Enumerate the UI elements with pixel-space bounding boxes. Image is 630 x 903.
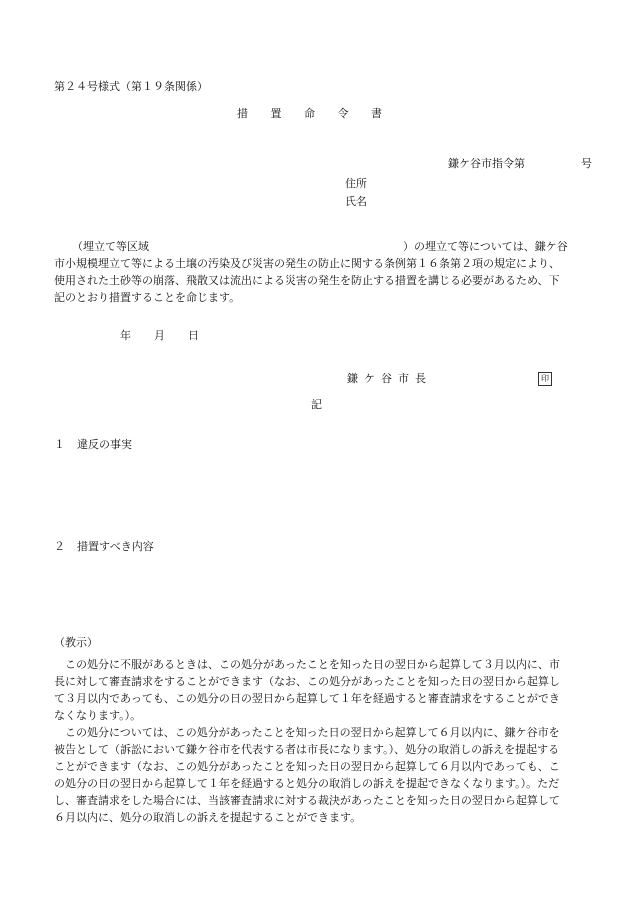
mayor-signature (347, 372, 432, 386)
order-number (448, 157, 592, 171)
issue-date (120, 329, 222, 343)
body-line-1 (54, 238, 580, 255)
title-char: 書 (371, 107, 382, 120)
seal-mark: 印 (538, 372, 552, 386)
section-label: 違反の事実 (77, 438, 132, 451)
mayor-char: ケ (364, 372, 375, 385)
notice-line: ことができます（なお、この処分があったことを知った日の翌日から起算して６月以内であっても、こ (54, 760, 560, 773)
notice-line: この処分については、この処分があったことを知った日の翌日から起算して６月以内に、鎌ケ谷市を (54, 726, 560, 739)
notice-heading: （教示） (54, 636, 98, 649)
body-line-2: 市小規模埋立て等による土壌の汚染及び災害の発生の防止に関する条例第１６条第２項の規定により、 (54, 257, 560, 270)
section-label: 措置すべき内容 (77, 540, 154, 553)
order-prefix: 鎌ケ谷市指令第 (448, 157, 525, 170)
notice-line: なくなります。）。 (54, 709, 142, 722)
mayor-char: 市 (398, 372, 409, 385)
section-violation (54, 438, 132, 452)
body-line-4: 記のとおり措置することを命じます。 (54, 291, 241, 304)
section-number: １ (54, 438, 65, 451)
date-year: 年 (120, 329, 131, 342)
notice-line: の処分の日の翌日から起算して１年を経過すると処分の取消しの訴えを提起できなくなります。）。ただ (54, 777, 560, 790)
title-char: 置 (270, 107, 282, 120)
notice-line: て３月以内であっても、この処分の日の翌日から起算して１年を経過すると審査請求をすることができ (54, 692, 560, 705)
notice-line: ６月以内に、処分の取消しの訴えを提起することができます。 (54, 811, 362, 824)
notice-body (54, 656, 580, 826)
title-char: 命 (304, 107, 315, 120)
mayor-char: 谷 (381, 372, 392, 385)
section-number: ２ (54, 540, 65, 553)
name-label: 氏名 (345, 195, 367, 208)
date-day: 日 (188, 329, 199, 342)
body-line-1-end: ）の埋立て等については、鎌ケ谷 (403, 240, 568, 253)
title-char: 令 (337, 107, 349, 120)
mayor-char: 長 (415, 372, 426, 385)
section-measures (54, 540, 154, 554)
address-label: 住所 (345, 177, 367, 190)
notice-line: この処分に不服があるときは、この処分があったことを知った日の翌日から起算して３月以内に、市 (54, 658, 560, 671)
area-label: （埋立て等区域 (72, 240, 149, 253)
title-char: 措 (237, 107, 248, 120)
body-line-3: 使用された土砂等の崩落、飛散又は流出による災害の発生を防止する措置を講じる必要があるため、下 (54, 274, 560, 287)
form-number: 第２４号様式（第１９条関係） (54, 80, 208, 93)
date-month: 月 (154, 329, 165, 342)
ki-heading: 記 (311, 398, 322, 411)
notice-line: 長に対して審査請求をすることができます（なお、この処分があったことを知った日の翌日から起算し (54, 675, 560, 688)
mayor-char: 鎌 (347, 372, 358, 385)
notice-line: し、審査請求をした場合には、当該審査請求に対する裁決があったことを知った日の翌日から起算して (54, 794, 560, 807)
order-body (54, 238, 580, 306)
order-suffix: 号 (581, 157, 592, 170)
document-title (237, 107, 401, 121)
notice-line: 被告として（訴訟において鎌ケ谷市を代表する者は市長になります。）、処分の取消しの訴えを提起する (54, 743, 560, 756)
